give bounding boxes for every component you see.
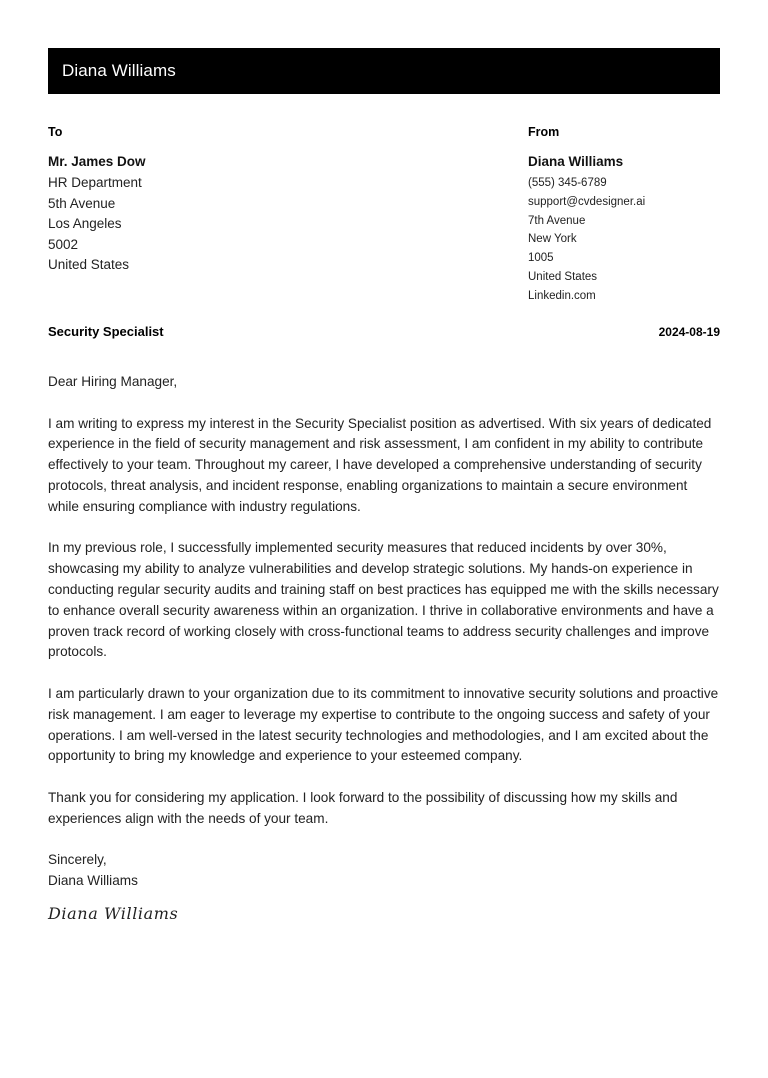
header-name: Diana Williams [62, 61, 176, 80]
closing: Sincerely, [48, 852, 107, 868]
recipient-block [48, 124, 348, 276]
paragraph-4: Thank you for considering my application. I look forward to the possibility of discussing how my skills and experiences align with the needs of your team. [48, 789, 678, 826]
recipient-postcode: 5002 [48, 236, 79, 252]
sender-city: New York [528, 233, 577, 246]
closing-name: Diana Williams [48, 873, 138, 889]
paragraph-2: In my previous role, I successfully implemented security measures that reduced incidents by over 30%, showcasing my ability to analyze vulnerabilities and develop strategic solutions. My hands-on experience in conducting regular security audits and training staff on best practices has equipped me with the skills necessary to enhance overall security awareness within an organization. I thrive in collaborative environments and have a proven track record of working closely with cross-functional teams to address security challenges and improve protocols. [48, 540, 719, 660]
letter-body [48, 372, 720, 892]
letter-date: 2024-08-19 [658, 324, 720, 339]
recipient-label: To [48, 125, 63, 139]
recipient-country: United States [48, 257, 130, 273]
recipient-city: Los Angeles [48, 216, 122, 232]
paragraph-1: I am writing to express my interest in the Security Specialist position as advertised. With six years of dedicated experience in the field of security management and risk assessment, I am confident in my ability to contribute effectively to your team. Throughout my career, I have developed a comprehensive understanding of security protocols, threat analysis, and incident response, enabling organizations to maintain a secure environment while ensuring compliance with industry regulations. [48, 415, 712, 514]
recipient-street: 5th Avenue [48, 195, 116, 211]
greeting: Dear Hiring Manager, [48, 374, 178, 389]
sender-block [528, 124, 718, 306]
sender-postcode: 1005 [528, 252, 554, 265]
paragraph-3: I am particularly drawn to your organization due to its commitment to innovative security solutions and proactive risk management. I am eager to leverage my expertise to contribute to the ongoing success and safety of your operations. I am well-versed in the latest security technologies and methodologies, and I am excited about the opportunity to bring my knowledge and experience to your esteemed company. [48, 685, 719, 764]
subject-row [48, 324, 720, 339]
sender-country: United States [528, 270, 598, 283]
sender-linkedin: Linkedin.com [528, 289, 596, 302]
recipient-department: HR Department [48, 175, 142, 190]
signature: Diana Williams [48, 904, 179, 923]
sender-phone: (555) 345-6789 [528, 177, 607, 189]
sender-name: Diana Williams [528, 154, 624, 169]
subject-title: Security Specialist [48, 324, 164, 339]
recipient-name: Mr. James Dow [48, 154, 146, 169]
header-bar [48, 48, 720, 94]
sender-email: support@cvdesigner.ai [528, 195, 646, 208]
sender-label: From [528, 125, 560, 139]
sender-street: 7th Avenue [528, 214, 586, 227]
